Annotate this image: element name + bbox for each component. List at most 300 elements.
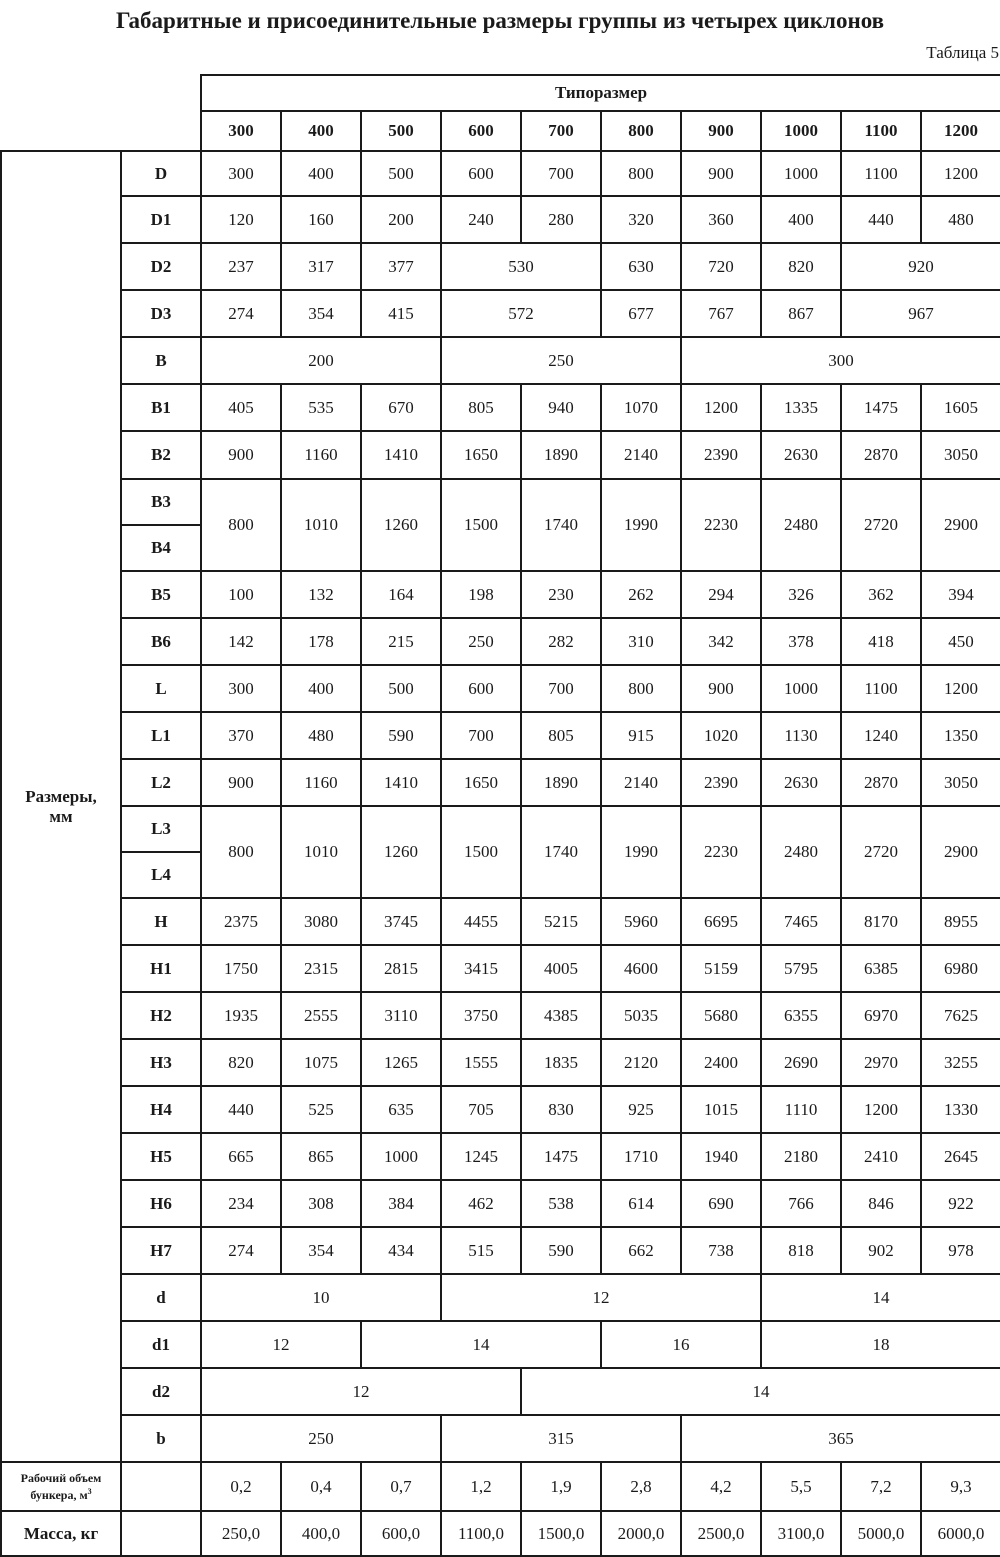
typesize-header: Типоразмер bbox=[201, 75, 1000, 111]
table-cell: 12 bbox=[201, 1321, 361, 1368]
row-label: H4 bbox=[121, 1086, 201, 1133]
table-cell: 5215 bbox=[521, 898, 601, 945]
table-cell: 500 bbox=[361, 665, 441, 712]
table-cell: 1160 bbox=[281, 431, 361, 479]
table-cell: 1350 bbox=[921, 712, 1000, 759]
table-cell: 1940 bbox=[681, 1133, 761, 1180]
table-row-B2 bbox=[1, 431, 1000, 479]
table-cell: 2480 bbox=[761, 806, 841, 898]
table-cell: 705 bbox=[441, 1086, 521, 1133]
table-number: Таблица 5 bbox=[926, 43, 999, 62]
table-cell: 132 bbox=[281, 571, 361, 618]
table-row-B3 bbox=[1, 479, 1000, 525]
table-cell: 900 bbox=[681, 665, 761, 712]
table-cell: 5795 bbox=[761, 945, 841, 992]
table-cell: 900 bbox=[201, 431, 281, 479]
table-cell: 434 bbox=[361, 1227, 441, 1274]
table-row-L bbox=[1, 665, 1000, 712]
table-cell: 5680 bbox=[681, 992, 761, 1039]
table-row-H1 bbox=[1, 945, 1000, 992]
row-label: B6 bbox=[121, 618, 201, 665]
table-cell: 1010 bbox=[281, 479, 361, 571]
table-cell: 1500 bbox=[441, 806, 521, 898]
table-cell: 2870 bbox=[841, 431, 921, 479]
table-cell: 818 bbox=[761, 1227, 841, 1274]
row-label: L bbox=[121, 665, 201, 712]
table-cell: 590 bbox=[521, 1227, 601, 1274]
row-label: D2 bbox=[121, 243, 201, 290]
size-header: 900 bbox=[681, 111, 761, 151]
table-row-L3 bbox=[1, 806, 1000, 852]
table-cell: 440 bbox=[201, 1086, 281, 1133]
size-header: 400 bbox=[281, 111, 361, 151]
table-cell: 1650 bbox=[441, 759, 521, 806]
table-cell: 2120 bbox=[601, 1039, 681, 1086]
table-cell: 1200 bbox=[921, 151, 1000, 196]
table-cell: 234 bbox=[201, 1180, 281, 1227]
table-cell: 14 bbox=[521, 1368, 1000, 1415]
size-header: 300 bbox=[201, 111, 281, 151]
table-cell: 450 bbox=[921, 618, 1000, 665]
table-cell: 766 bbox=[761, 1180, 841, 1227]
table-cell: 677 bbox=[601, 290, 681, 337]
row-label: B5 bbox=[121, 571, 201, 618]
table-cell: 6695 bbox=[681, 898, 761, 945]
table-cell: 1335 bbox=[761, 384, 841, 431]
table-cell: 1000 bbox=[761, 151, 841, 196]
table-cell: 2230 bbox=[681, 479, 761, 571]
table-cell: 530 bbox=[441, 243, 601, 290]
table-cell: 2390 bbox=[681, 431, 761, 479]
table-cell: 6000,0 bbox=[921, 1511, 1000, 1556]
dimensions-label-line2: мм bbox=[49, 806, 73, 826]
mass-label: Масса, кг bbox=[1, 1511, 121, 1556]
table-cell: 738 bbox=[681, 1227, 761, 1274]
table-cell: 2630 bbox=[761, 759, 841, 806]
dimensions-label-line1: Размеры, bbox=[25, 786, 97, 806]
table-cell: 1605 bbox=[921, 384, 1000, 431]
table-cell: 1740 bbox=[521, 479, 601, 571]
table-cell: 5159 bbox=[681, 945, 761, 992]
row-label: B3 bbox=[121, 479, 201, 525]
table-cell: 2375 bbox=[201, 898, 281, 945]
table-cell: 800 bbox=[601, 151, 681, 196]
table-cell: 294 bbox=[681, 571, 761, 618]
table-cell: 326 bbox=[761, 571, 841, 618]
table-cell: 164 bbox=[361, 571, 441, 618]
table-cell: 2645 bbox=[921, 1133, 1000, 1180]
table-cell: 300 bbox=[201, 665, 281, 712]
table-cell: 354 bbox=[281, 290, 361, 337]
table-cell: 14 bbox=[761, 1274, 1000, 1321]
table-cell: 2815 bbox=[361, 945, 441, 992]
table-cell: 900 bbox=[201, 759, 281, 806]
table-cell: 9,3 bbox=[921, 1462, 1000, 1511]
table-cell: 1200 bbox=[921, 665, 1000, 712]
table-cell: 215 bbox=[361, 618, 441, 665]
table-cell: 700 bbox=[521, 151, 601, 196]
table-cell: 4385 bbox=[521, 992, 601, 1039]
table-cell: 820 bbox=[201, 1039, 281, 1086]
table-cell: 630 bbox=[601, 243, 681, 290]
row-label: d bbox=[121, 1274, 201, 1321]
table-cell: 1100,0 bbox=[441, 1511, 521, 1556]
table-cell: 200 bbox=[361, 196, 441, 243]
volume-label bbox=[1, 1462, 121, 1511]
table-cell: 362 bbox=[841, 571, 921, 618]
table-cell: 4005 bbox=[521, 945, 601, 992]
table-cell: 1015 bbox=[681, 1086, 761, 1133]
table-cell: 920 bbox=[841, 243, 1000, 290]
row-label: d2 bbox=[121, 1368, 201, 1415]
table-cell: 967 bbox=[841, 290, 1000, 337]
table-cell: 1240 bbox=[841, 712, 921, 759]
row-label: H7 bbox=[121, 1227, 201, 1274]
table-cell: 5035 bbox=[601, 992, 681, 1039]
table-cell: 1935 bbox=[201, 992, 281, 1039]
table-cell-empty bbox=[121, 1462, 201, 1511]
table-cell: 3255 bbox=[921, 1039, 1000, 1086]
table-cell: 1,9 bbox=[521, 1462, 601, 1511]
table-cell: 3050 bbox=[921, 431, 1000, 479]
table-cell: 1710 bbox=[601, 1133, 681, 1180]
table-row-H5 bbox=[1, 1133, 1000, 1180]
table-cell: 902 bbox=[841, 1227, 921, 1274]
table-cell: 400 bbox=[281, 151, 361, 196]
table-cell: 800 bbox=[201, 479, 281, 571]
table-cell: 1330 bbox=[921, 1086, 1000, 1133]
table-cell: 10 bbox=[201, 1274, 441, 1321]
table-cell: 1500 bbox=[441, 479, 521, 571]
table-cell: 308 bbox=[281, 1180, 361, 1227]
table-row-H3 bbox=[1, 1039, 1000, 1086]
table-cell: 2480 bbox=[761, 479, 841, 571]
table-cell: 16 bbox=[601, 1321, 761, 1368]
table-cell: 4600 bbox=[601, 945, 681, 992]
header-row-group bbox=[1, 75, 1000, 111]
table-row-D2 bbox=[1, 243, 1000, 290]
table-cell: 900 bbox=[681, 151, 761, 196]
table-row-H6 bbox=[1, 1180, 1000, 1227]
table-cell: 572 bbox=[441, 290, 601, 337]
table-cell: 415 bbox=[361, 290, 441, 337]
table-cell: 662 bbox=[601, 1227, 681, 1274]
table-cell: 300 bbox=[201, 151, 281, 196]
table-cell: 405 bbox=[201, 384, 281, 431]
page-title: Габаритные и присоединительные размеры группы из четырех циклонов bbox=[115, 8, 885, 33]
table-row-B1 bbox=[1, 384, 1000, 431]
table-cell: 370 bbox=[201, 712, 281, 759]
row-label: D3 bbox=[121, 290, 201, 337]
table-cell: 800 bbox=[601, 665, 681, 712]
table-cell: 394 bbox=[921, 571, 1000, 618]
table-cell: 1,2 bbox=[441, 1462, 521, 1511]
table-cell: 2,8 bbox=[601, 1462, 681, 1511]
table-cell: 360 bbox=[681, 196, 761, 243]
table-row-B6 bbox=[1, 618, 1000, 665]
table-cell: 3080 bbox=[281, 898, 361, 945]
table-row-L2 bbox=[1, 759, 1000, 806]
table-cell: 1410 bbox=[361, 431, 441, 479]
table-cell: 635 bbox=[361, 1086, 441, 1133]
table-cell: 250 bbox=[441, 618, 521, 665]
table-cell: 720 bbox=[681, 243, 761, 290]
table-cell: 1555 bbox=[441, 1039, 521, 1086]
row-label: b bbox=[121, 1415, 201, 1462]
row-label: D bbox=[121, 151, 201, 196]
table-cell: 354 bbox=[281, 1227, 361, 1274]
table-cell: 978 bbox=[921, 1227, 1000, 1274]
table-cell: 1890 bbox=[521, 759, 601, 806]
table-row-H7 bbox=[1, 1227, 1000, 1274]
table-cell: 300 bbox=[681, 337, 1000, 384]
row-label: D1 bbox=[121, 196, 201, 243]
table-row-B bbox=[1, 337, 1000, 384]
table-row-H2 bbox=[1, 992, 1000, 1039]
table-cell: 3100,0 bbox=[761, 1511, 841, 1556]
table-cell: 120 bbox=[201, 196, 281, 243]
table-cell: 1265 bbox=[361, 1039, 441, 1086]
table-cell: 1410 bbox=[361, 759, 441, 806]
table-cell: 274 bbox=[201, 1227, 281, 1274]
table-cell: 378 bbox=[761, 618, 841, 665]
table-cell: 7465 bbox=[761, 898, 841, 945]
table-cell: 1260 bbox=[361, 806, 441, 898]
row-label: d1 bbox=[121, 1321, 201, 1368]
row-label: L4 bbox=[121, 852, 201, 898]
table-cell: 2230 bbox=[681, 806, 761, 898]
size-header: 700 bbox=[521, 111, 601, 151]
table-cell: 1100 bbox=[841, 151, 921, 196]
table-cell: 1245 bbox=[441, 1133, 521, 1180]
table-cell: 1130 bbox=[761, 712, 841, 759]
table-row-D3 bbox=[1, 290, 1000, 337]
table-cell: 250 bbox=[441, 337, 681, 384]
table-row-B5 bbox=[1, 571, 1000, 618]
table-cell: 262 bbox=[601, 571, 681, 618]
table-cell: 250 bbox=[201, 1415, 441, 1462]
table-cell: 1000 bbox=[761, 665, 841, 712]
table-cell: 1200 bbox=[681, 384, 761, 431]
table-cell: 1200 bbox=[841, 1086, 921, 1133]
table-cell: 1075 bbox=[281, 1039, 361, 1086]
table-cell: 6970 bbox=[841, 992, 921, 1039]
header-row-sizes bbox=[1, 111, 1000, 151]
table-cell: 805 bbox=[521, 712, 601, 759]
dimensions-group-label bbox=[1, 151, 121, 1462]
table-cell: 480 bbox=[921, 196, 1000, 243]
table-cell: 198 bbox=[441, 571, 521, 618]
table-cell: 600 bbox=[441, 151, 521, 196]
table-row-mass bbox=[1, 1511, 1000, 1556]
row-label: B4 bbox=[121, 525, 201, 571]
table-cell: 690 bbox=[681, 1180, 761, 1227]
table-cell: 1100 bbox=[841, 665, 921, 712]
table-cell: 274 bbox=[201, 290, 281, 337]
table-cell: 670 bbox=[361, 384, 441, 431]
table-cell: 310 bbox=[601, 618, 681, 665]
table-cell: 1475 bbox=[841, 384, 921, 431]
table-row-d1 bbox=[1, 1321, 1000, 1368]
table-cell: 3745 bbox=[361, 898, 441, 945]
size-header: 1100 bbox=[841, 111, 921, 151]
table-cell: 240 bbox=[441, 196, 521, 243]
table-cell: 2180 bbox=[761, 1133, 841, 1180]
table-cell: 6355 bbox=[761, 992, 841, 1039]
table-cell: 1650 bbox=[441, 431, 521, 479]
table-cell-empty bbox=[121, 1511, 201, 1556]
header-blank bbox=[1, 75, 201, 111]
table-cell: 515 bbox=[441, 1227, 521, 1274]
table-cell: 160 bbox=[281, 196, 361, 243]
table-cell: 767 bbox=[681, 290, 761, 337]
table-cell: 2900 bbox=[921, 479, 1000, 571]
table-cell: 3050 bbox=[921, 759, 1000, 806]
size-header: 500 bbox=[361, 111, 441, 151]
table-row-d2 bbox=[1, 1368, 1000, 1415]
table-cell: 5960 bbox=[601, 898, 681, 945]
table-cell: 2900 bbox=[921, 806, 1000, 898]
table-cell: 665 bbox=[201, 1133, 281, 1180]
table-cell: 2315 bbox=[281, 945, 361, 992]
table-cell: 1500,0 bbox=[521, 1511, 601, 1556]
table-cell: 538 bbox=[521, 1180, 601, 1227]
table-cell: 480 bbox=[281, 712, 361, 759]
table-row-H4 bbox=[1, 1086, 1000, 1133]
row-label: H6 bbox=[121, 1180, 201, 1227]
size-header: 1200 bbox=[921, 111, 1000, 151]
table-cell: 178 bbox=[281, 618, 361, 665]
table-cell: 400,0 bbox=[281, 1511, 361, 1556]
row-label: L1 bbox=[121, 712, 201, 759]
table-cell: 1990 bbox=[601, 479, 681, 571]
dimensions-table bbox=[0, 74, 1000, 1557]
table-cell: 0,4 bbox=[281, 1462, 361, 1511]
table-cell: 384 bbox=[361, 1180, 441, 1227]
table-cell: 2720 bbox=[841, 479, 921, 571]
table-cell: 7625 bbox=[921, 992, 1000, 1039]
table-cell: 142 bbox=[201, 618, 281, 665]
table-cell: 865 bbox=[281, 1133, 361, 1180]
table-cell: 315 bbox=[441, 1415, 681, 1462]
table-cell: 800 bbox=[201, 806, 281, 898]
table-cell: 1890 bbox=[521, 431, 601, 479]
table-cell: 2690 bbox=[761, 1039, 841, 1086]
table-cell: 2500,0 bbox=[681, 1511, 761, 1556]
table-cell: 4455 bbox=[441, 898, 521, 945]
row-label: H3 bbox=[121, 1039, 201, 1086]
table-cell: 12 bbox=[441, 1274, 761, 1321]
table-cell: 2000,0 bbox=[601, 1511, 681, 1556]
table-row-D bbox=[1, 151, 1000, 196]
table-cell: 1835 bbox=[521, 1039, 601, 1086]
table-row-volume bbox=[1, 1462, 1000, 1511]
table-cell: 535 bbox=[281, 384, 361, 431]
table-cell: 1070 bbox=[601, 384, 681, 431]
table-cell: 3750 bbox=[441, 992, 521, 1039]
table-cell: 317 bbox=[281, 243, 361, 290]
table-cell: 3415 bbox=[441, 945, 521, 992]
table-cell: 867 bbox=[761, 290, 841, 337]
row-label: L3 bbox=[121, 806, 201, 852]
table-cell: 250,0 bbox=[201, 1511, 281, 1556]
size-header: 600 bbox=[441, 111, 521, 151]
table-cell: 700 bbox=[441, 712, 521, 759]
row-label: H bbox=[121, 898, 201, 945]
size-header: 800 bbox=[601, 111, 681, 151]
table-cell: 365 bbox=[681, 1415, 1000, 1462]
table-cell: 500 bbox=[361, 151, 441, 196]
table-cell: 3110 bbox=[361, 992, 441, 1039]
table-cell: 2870 bbox=[841, 759, 921, 806]
table-cell: 14 bbox=[361, 1321, 601, 1368]
table-cell: 440 bbox=[841, 196, 921, 243]
table-cell: 1000 bbox=[361, 1133, 441, 1180]
table-row-d bbox=[1, 1274, 1000, 1321]
table-cell: 700 bbox=[521, 665, 601, 712]
table-cell: 805 bbox=[441, 384, 521, 431]
table-cell: 1475 bbox=[521, 1133, 601, 1180]
table-cell: 5,5 bbox=[761, 1462, 841, 1511]
table-cell: 8955 bbox=[921, 898, 1000, 945]
table-cell: 614 bbox=[601, 1180, 681, 1227]
table-cell: 462 bbox=[441, 1180, 521, 1227]
row-label: B bbox=[121, 337, 201, 384]
table-cell: 282 bbox=[521, 618, 601, 665]
table-cell: 940 bbox=[521, 384, 601, 431]
table-cell: 4,2 bbox=[681, 1462, 761, 1511]
table-cell: 377 bbox=[361, 243, 441, 290]
table-cell: 820 bbox=[761, 243, 841, 290]
table-cell: 600 bbox=[441, 665, 521, 712]
table-cell: 2555 bbox=[281, 992, 361, 1039]
table-cell: 922 bbox=[921, 1180, 1000, 1227]
table-cell: 830 bbox=[521, 1086, 601, 1133]
table-cell: 2390 bbox=[681, 759, 761, 806]
table-cell: 418 bbox=[841, 618, 921, 665]
table-cell: 1110 bbox=[761, 1086, 841, 1133]
volume-label-sup: 3 bbox=[87, 1487, 92, 1496]
row-label: B2 bbox=[121, 431, 201, 479]
table-cell: 2400 bbox=[681, 1039, 761, 1086]
table-cell: 2410 bbox=[841, 1133, 921, 1180]
table-cell: 1010 bbox=[281, 806, 361, 898]
table-cell: 320 bbox=[601, 196, 681, 243]
table-cell: 6980 bbox=[921, 945, 1000, 992]
table-cell: 590 bbox=[361, 712, 441, 759]
table-cell: 2630 bbox=[761, 431, 841, 479]
table-cell: 1740 bbox=[521, 806, 601, 898]
table-cell: 925 bbox=[601, 1086, 681, 1133]
table-cell: 525 bbox=[281, 1086, 361, 1133]
table-cell: 2970 bbox=[841, 1039, 921, 1086]
table-cell: 1020 bbox=[681, 712, 761, 759]
table-row-D1 bbox=[1, 196, 1000, 243]
table-cell: 200 bbox=[201, 337, 441, 384]
table-cell: 2720 bbox=[841, 806, 921, 898]
table-cell: 280 bbox=[521, 196, 601, 243]
row-label: H1 bbox=[121, 945, 201, 992]
table-cell: 230 bbox=[521, 571, 601, 618]
row-label: H5 bbox=[121, 1133, 201, 1180]
table-cell: 7,2 bbox=[841, 1462, 921, 1511]
table-cell: 8170 bbox=[841, 898, 921, 945]
table-row-b bbox=[1, 1415, 1000, 1462]
table-cell: 342 bbox=[681, 618, 761, 665]
table-cell: 2140 bbox=[601, 431, 681, 479]
table-cell: 1160 bbox=[281, 759, 361, 806]
volume-label-line2: бункера, м bbox=[30, 1488, 88, 1502]
